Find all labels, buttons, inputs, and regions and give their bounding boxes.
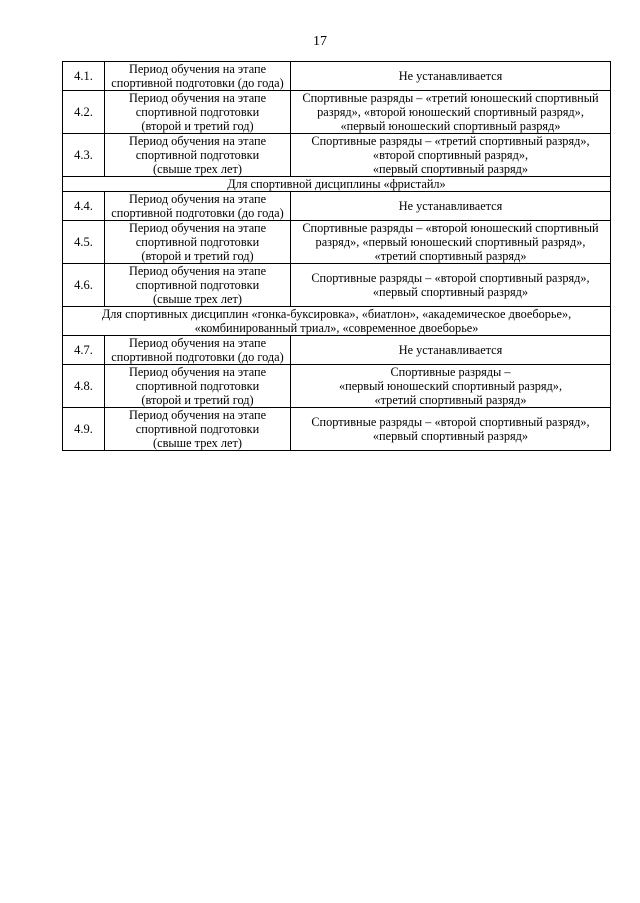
table-row bbox=[63, 221, 611, 264]
section-header-row bbox=[63, 177, 611, 192]
table-row bbox=[63, 336, 611, 365]
training-period-text: спортивной подготовки bbox=[135, 148, 260, 162]
sport-rank-requirement-cell bbox=[291, 134, 611, 177]
sport-rank-requirement-text: «третий спортивный разряд» bbox=[374, 249, 527, 263]
row-number-cell: 4.2. bbox=[63, 91, 105, 134]
table-row bbox=[63, 264, 611, 307]
sport-rank-requirement-cell bbox=[291, 336, 611, 365]
training-period-cell bbox=[105, 221, 291, 264]
sport-rank-requirement-text: Не устанавливается bbox=[398, 69, 503, 83]
row-number-cell: 4.5. bbox=[63, 221, 105, 264]
row-number-cell: 4.7. bbox=[63, 336, 105, 365]
table-row bbox=[63, 192, 611, 221]
table-row bbox=[63, 91, 611, 134]
training-period-text: (свыше трех лет) bbox=[153, 292, 242, 306]
training-period-text: Период обучения на этапе bbox=[128, 134, 267, 148]
training-period-text: спортивной подготовки bbox=[135, 235, 260, 249]
training-period-text: спортивной подготовки (до года) bbox=[111, 350, 284, 364]
training-period-text: спортивной подготовки bbox=[135, 379, 260, 393]
page-number: 17 bbox=[313, 34, 327, 49]
sport-rank-requirement-text: Не устанавливается bbox=[398, 199, 503, 213]
training-period-text: Период обучения на этапе bbox=[128, 221, 267, 235]
section-header-text: Для спортивной дисциплины «фристайл» bbox=[227, 177, 446, 191]
training-period-cell bbox=[105, 336, 291, 365]
sport-rank-requirement-text: «первый спортивный разряд» bbox=[372, 285, 529, 299]
sport-rank-requirement-text: «первый спортивный разряд» bbox=[372, 162, 529, 176]
training-period-cell bbox=[105, 264, 291, 307]
sport-rank-requirement-text: «второй спортивный разряд», bbox=[372, 148, 529, 162]
sport-rank-requirement-text: Спортивные разряды – «второй юношеский спортивный bbox=[302, 221, 599, 235]
section-header-cell bbox=[63, 307, 611, 336]
sport-rank-requirement-cell bbox=[291, 264, 611, 307]
sport-rank-requirement-cell bbox=[291, 62, 611, 91]
training-period-cell bbox=[105, 192, 291, 221]
training-period-text: спортивной подготовки bbox=[135, 278, 260, 292]
training-period-text: Период обучения на этапе bbox=[128, 62, 267, 76]
training-period-text: (свыше трех лет) bbox=[153, 162, 242, 176]
table-row bbox=[63, 62, 611, 91]
training-period-text: Период обучения на этапе bbox=[128, 336, 267, 350]
sport-rank-requirement-text: Спортивные разряды – «второй спортивный разряд», bbox=[311, 415, 590, 429]
sport-rank-requirement-text: разряд», «второй юношеский спортивный разряд», bbox=[317, 105, 584, 119]
sport-rank-requirement-text: разряд», «первый юношеский спортивный разряд», bbox=[315, 235, 586, 249]
table-row bbox=[63, 408, 611, 451]
sport-rank-requirement-text: «первый спортивный разряд» bbox=[372, 429, 529, 443]
sport-rank-requirement-text: Спортивные разряды – «третий юношеский спортивный bbox=[302, 91, 599, 105]
training-period-cell bbox=[105, 91, 291, 134]
training-period-text: Период обучения на этапе bbox=[128, 365, 267, 379]
row-number-cell: 4.9. bbox=[63, 408, 105, 451]
sport-rank-requirement-text: Спортивные разряды – «второй спортивный разряд», bbox=[311, 271, 590, 285]
sport-rank-requirement-text: Спортивные разряды – «третий спортивный разряд», bbox=[311, 134, 590, 148]
section-header-text: «комбинированный триал», «современное двоеборье» bbox=[194, 321, 479, 335]
sport-rank-requirement-cell bbox=[291, 221, 611, 264]
training-period-text: спортивной подготовки (до года) bbox=[111, 206, 284, 220]
section-header-text: Для спортивных дисциплин «гонка-буксировка», «биатлон», «академическое двоеборье», bbox=[101, 307, 572, 321]
training-period-cell bbox=[105, 408, 291, 451]
training-period-text: Период обучения на этапе bbox=[128, 192, 267, 206]
training-period-text: (второй и третий год) bbox=[141, 119, 254, 133]
training-period-text: Период обучения на этапе bbox=[128, 91, 267, 105]
sport-rank-requirement-cell bbox=[291, 192, 611, 221]
row-number-cell: 4.1. bbox=[63, 62, 105, 91]
training-period-text: спортивной подготовки bbox=[135, 422, 260, 436]
sport-rank-requirement-text: «третий спортивный разряд» bbox=[374, 393, 527, 407]
training-period-cell bbox=[105, 365, 291, 408]
training-period-cell bbox=[105, 62, 291, 91]
table-row bbox=[63, 365, 611, 408]
training-period-text: (свыше трех лет) bbox=[153, 436, 242, 450]
training-period-text: (второй и третий год) bbox=[141, 393, 254, 407]
requirements-table-body bbox=[63, 62, 611, 451]
requirements-table bbox=[62, 61, 611, 451]
row-number-cell: 4.8. bbox=[63, 365, 105, 408]
section-header-row bbox=[63, 307, 611, 336]
sport-rank-requirement-text: «первый юношеский спортивный разряд», bbox=[338, 379, 563, 393]
sport-rank-requirement-cell bbox=[291, 91, 611, 134]
training-period-cell bbox=[105, 134, 291, 177]
training-period-text: Период обучения на этапе bbox=[128, 408, 267, 422]
training-period-text: спортивной подготовки (до года) bbox=[111, 76, 284, 90]
sport-rank-requirement-cell bbox=[291, 408, 611, 451]
row-number-cell: 4.3. bbox=[63, 134, 105, 177]
row-number-cell: 4.4. bbox=[63, 192, 105, 221]
sport-rank-requirement-text: «первый юношеский спортивный разряд» bbox=[340, 119, 561, 133]
sport-rank-requirement-cell bbox=[291, 365, 611, 408]
training-period-text: спортивной подготовки bbox=[135, 105, 260, 119]
sport-rank-requirement-text: Спортивные разряды – bbox=[390, 365, 511, 379]
table-row bbox=[63, 134, 611, 177]
section-header-cell bbox=[63, 177, 611, 192]
sport-rank-requirement-text: Не устанавливается bbox=[398, 343, 503, 357]
row-number-cell: 4.6. bbox=[63, 264, 105, 307]
training-period-text: (второй и третий год) bbox=[141, 249, 254, 263]
training-period-text: Период обучения на этапе bbox=[128, 264, 267, 278]
